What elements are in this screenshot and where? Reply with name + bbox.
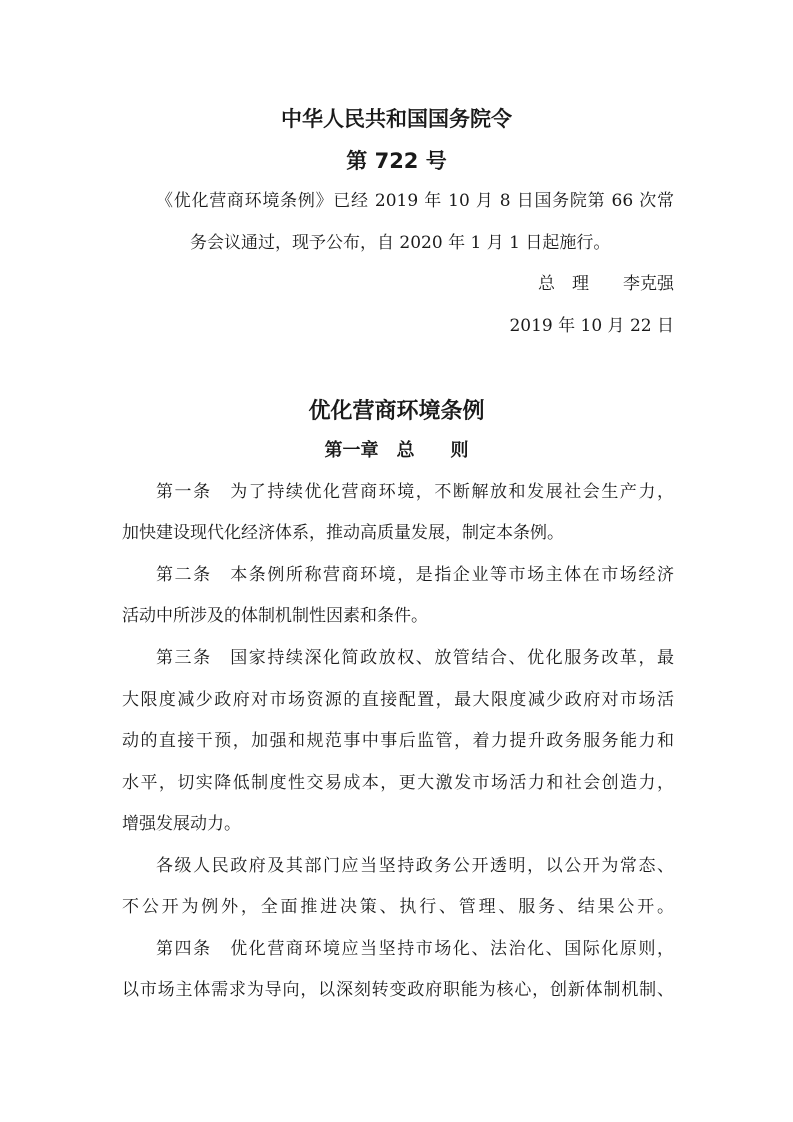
decree-signature: 总 理 李克强 (538, 274, 674, 294)
article1-line2: 加快建设现代化经济体系，推动高质量发展，制定本条例。 (122, 523, 564, 543)
article4-line2: 以市场主体需求为导向，以深刻转变政府职能为核心，创新体制机制、 (122, 980, 674, 1000)
decree-body-line2: 务会议通过，现予公布，自 2020 年 1 月 1 日起施行。 (190, 233, 611, 253)
article1-line1: 第一条 为了持续优化营商环境，不断解放和发展社会生产力， (156, 482, 674, 502)
article3-line3: 动的直接干预，加强和规范事中事后监管，着力提升政务服务能力和 (122, 731, 674, 751)
decree-body-line1: 《优化营商环境条例》已经 2019 年 10 月 8 日国务院第 66 次常 (156, 191, 674, 211)
article3-line1: 第三条 国家持续深化简政放权、放管结合、优化服务改革，最 (156, 648, 674, 668)
chapter-heading: 第一章 总 则 (324, 440, 469, 461)
article3-line5: 增强发展动力。 (122, 814, 241, 834)
decree-number: 第 722 号 (346, 149, 447, 173)
article2-line2: 活动中所涉及的体制机制性因素和条件。 (122, 606, 428, 626)
article2-line1: 第二条 本条例所称营商环境，是指企业等市场主体在市场经济 (156, 565, 674, 585)
article4-line1: 第四条 优化营商环境应当坚持市场化、法治化、国际化原则， (156, 939, 674, 959)
decree-date: 2019 年 10 月 22 日 (509, 316, 674, 336)
decree-title: 中华人民共和国国务院令 (281, 107, 512, 131)
regulation-title: 优化营商环境条例 (308, 399, 485, 424)
article3-line4: 水平，切实降低制度性交易成本，更大激发市场活力和社会创造力， (122, 773, 674, 793)
paragraph-line2: 不公开为例外，全面推进决策、执行、管理、服务、结果公开。 (122, 897, 674, 917)
paragraph-line1: 各级人民政府及其部门应当坚持政务公开透明，以公开为常态、 (156, 856, 674, 876)
article3-line2: 大限度减少政府对市场资源的直接配置，最大限度减少政府对市场活 (122, 690, 674, 710)
